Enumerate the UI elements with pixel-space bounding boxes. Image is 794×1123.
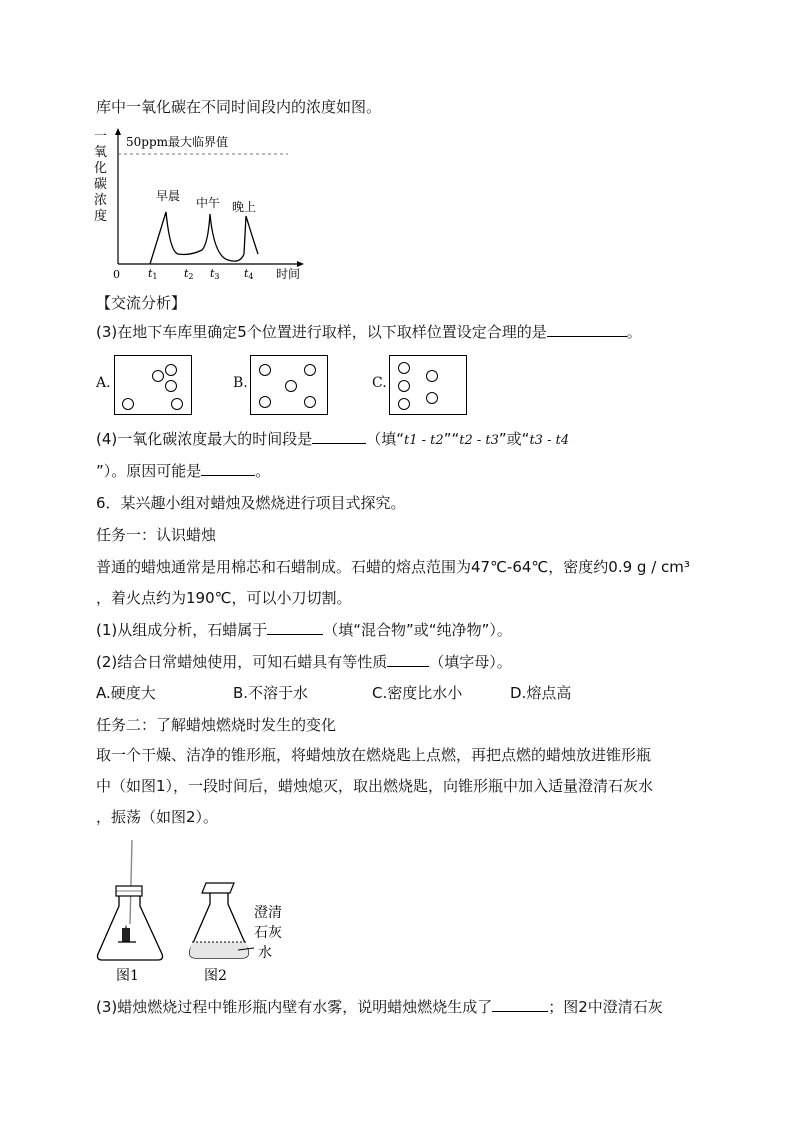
flask-figures: [92, 836, 302, 988]
option-c-label: C.: [372, 375, 387, 391]
x-axis-label: 时间: [276, 267, 301, 281]
peak-label-evening: 晚上: [232, 200, 257, 214]
choice-b: B.不溶于水: [233, 684, 309, 702]
sample-point: [165, 364, 177, 376]
question-4-line1: [96, 429, 569, 451]
peak-label-noon: 中午: [196, 196, 221, 210]
task-1-heading: 任务一：认识蜡烛: [96, 526, 217, 544]
x-tick-label: t1: [148, 267, 158, 281]
sample-point: [426, 370, 438, 382]
q4-line2-text: ”）。原因可能是: [96, 462, 202, 480]
q6-2-text: (2)结合日常蜡烛使用，可知石蜡具有等性质: [96, 653, 388, 671]
option-a-box: [114, 355, 192, 415]
question-3-end: 。: [626, 323, 642, 341]
task-2-heading: 任务二：了解蜡烛燃烧时发生的变化: [96, 716, 337, 734]
threshold-label: 50ppm最大临界值: [126, 135, 229, 149]
question-4-text: (4)一氧化碳浓度最大的时间段是: [96, 430, 313, 448]
question-4-line2: [96, 461, 270, 481]
sample-point: [398, 398, 410, 410]
question-6-2: [96, 652, 512, 672]
sample-point: [259, 396, 271, 408]
limewater-label-1: 澄清: [254, 905, 282, 921]
choice-d: D.熔点高: [510, 684, 572, 702]
q6-1-text: (1)从组成分析，石蜡属于: [96, 621, 268, 639]
limewater-label-3: 水: [258, 945, 272, 961]
paragraph-1-line1: 普通的蜡烛通常是用棉芯和石蜡制成。石蜡的熔点范围为47℃-64℃，密度约0.9 g / cm³: [96, 558, 690, 576]
x-tick-label: t2: [184, 267, 194, 281]
sample-point: [304, 364, 316, 376]
option-a-label: A.: [96, 375, 111, 391]
sample-point: [122, 398, 134, 410]
sample-point: [165, 380, 177, 392]
question-6-title: 6．某兴趣小组对蜡烛及燃烧进行项目式探究。: [96, 494, 406, 512]
answer-blank: [387, 652, 429, 667]
paragraph-2-line2: 中（如图1），一段时间后，蜡烛熄灭，取出燃烧匙，向锥形瓶中加入适量澄清石灰水: [96, 777, 654, 795]
x-tick-labels: [148, 267, 254, 281]
intro-text: 库中一氧化碳在不同时间段内的浓度如图。: [96, 98, 382, 116]
answer-blank: [547, 322, 627, 337]
co-concentration-chart: [88, 126, 318, 284]
q4-sep2: ”或“: [498, 430, 530, 448]
interval-option-3: t3 - t4: [529, 433, 570, 448]
origin-label: 0: [113, 268, 120, 281]
choice-a: A.硬度大: [96, 684, 156, 702]
peak-label-morning: 早晨: [156, 189, 181, 203]
q6-2-end: （填字母）。: [429, 653, 512, 671]
sample-point: [426, 392, 438, 404]
interval-option-2: t2 - t3: [459, 433, 499, 448]
q6-3-end: ；图2中澄清石灰: [548, 998, 663, 1016]
option-c-box: [389, 355, 467, 415]
option-b-box: [250, 355, 328, 415]
paragraph-1-line2: ，着火点约为190℃，可以小刀切割。: [96, 589, 352, 607]
section-heading: 【交流分析】: [96, 294, 187, 312]
question-3-text: (3)在地下车库里确定5个位置进行取样，以下取样位置设定合理的是: [96, 323, 547, 341]
q6-3-text: (3)蜡烛燃烧过程中锥形瓶内壁有水雾，说明蜡烛燃烧生成了: [96, 998, 493, 1016]
paragraph-2-line3: ，振荡（如图2）。: [96, 808, 219, 826]
y-axis-label-char: 浓: [94, 193, 108, 208]
paragraph-2-line1: 取一个干燥、洁净的锥形瓶，将蜡烛放在燃烧匙上点燃，再把点燃的蜡烛放进锥形瓶: [96, 746, 652, 764]
sample-point: [304, 396, 316, 408]
sample-point: [398, 380, 410, 392]
q4-fill: （填“: [366, 430, 405, 448]
sample-point: [259, 364, 271, 376]
y-axis-label: [94, 129, 107, 224]
answer-blank: [201, 461, 255, 476]
sample-point: [152, 370, 164, 382]
question-6-3: [96, 997, 663, 1017]
y-axis-label-char: 碳: [94, 177, 108, 192]
q4-sep1: ”“: [443, 430, 460, 448]
answer-blank: [267, 620, 323, 635]
sample-point: [171, 398, 183, 410]
x-tick-label: t4: [244, 267, 254, 281]
sample-point: [285, 380, 297, 392]
y-axis-label-char: 氧: [94, 145, 108, 160]
sample-point: [398, 362, 410, 374]
y-axis-label-char: 度: [94, 209, 108, 224]
answer-blank: [312, 429, 366, 444]
answer-blank: [492, 997, 548, 1012]
option-b-label: B.: [233, 375, 248, 391]
question-6-1: [96, 620, 512, 640]
choice-c: C.密度比水小: [372, 684, 463, 702]
x-tick-label: t3: [210, 267, 220, 281]
q4-line2-end: 。: [255, 462, 271, 480]
figure-1-label: 图1: [116, 968, 139, 984]
y-axis-label-char: 化: [94, 161, 108, 176]
limewater-label-2: 石灰: [254, 925, 282, 941]
y-axis-label-char: 一: [94, 129, 108, 144]
q6-1-end: （填“混合物”或“纯净物”）。: [323, 621, 512, 639]
question-3: [96, 322, 642, 342]
figure-2-label: 图2: [204, 968, 227, 984]
interval-option-1: t1 - t2: [404, 433, 444, 448]
